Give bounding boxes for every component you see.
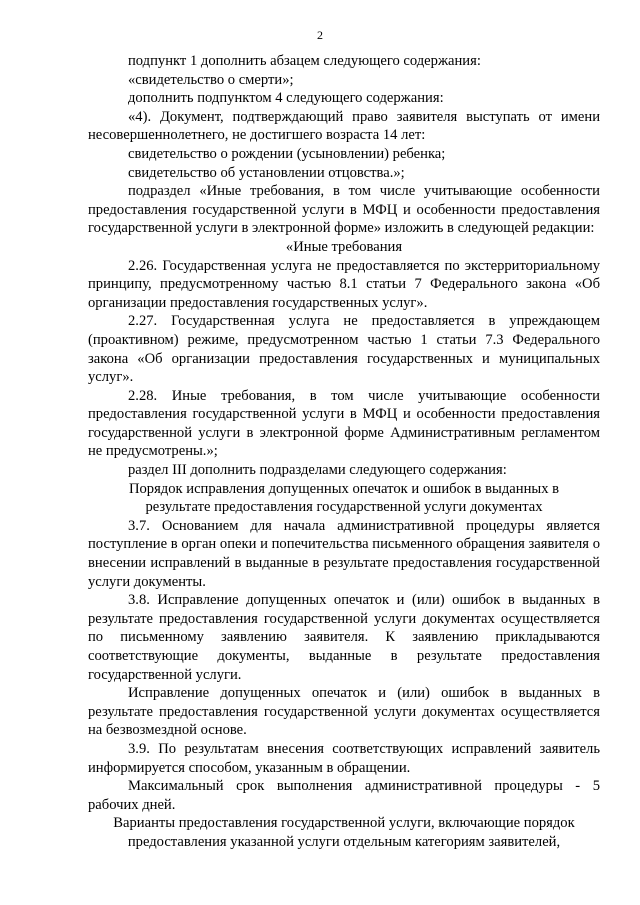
paragraph: свидетельство о рождении (усыновлении) ребенка; (128, 145, 446, 162)
section-heading: «Иные требования (285, 238, 403, 255)
paragraph: «свидетельство о смерти»; (128, 71, 294, 88)
section-heading-variants (88, 814, 600, 851)
heading-line: Порядок исправления допущенных опечаток и ошибок в выданных в (128, 480, 560, 497)
paragraph: Максимальный срок выполнения административной процедуры - 5 рабочих дней. (88, 778, 600, 813)
paragraph: 2.28. Иные требования, в том числе учитывающие особенности предоставления государственной услуги в МФЦ и особенности предоставления государственной услуги в электронной форме Административным регламентом не предусмотрены.»; (88, 387, 600, 460)
paragraph: 3.8. Исправление допущенных опечаток и (или) ошибок в выданных в результате предоставления государственной услуги документах осуществляется по письменному заявлению заявителя. К заявлению прикладываются соответствующие документы, выданные в результате предоставления государственной услуги. (88, 592, 600, 683)
heading-line: предоставления указанной услуги отдельным категориям заявителей, (127, 833, 561, 850)
paragraph: 3.7. Основанием для начала административной процедуры является поступление в орган опеки и попечительства письменного обращения заявителя о внесении исправлений в выданные в результате предоставления государственной услуги документы. (88, 517, 600, 590)
page-number: 2 (317, 28, 323, 42)
paragraph: «4). Документ, подтверждающий право заявителя выступать от имени несовершеннолетнего, не достигшего возраста 14 лет: (88, 108, 600, 144)
heading-line: Варианты предоставления государственной услуги, включающие порядок (113, 815, 575, 832)
document-body (88, 52, 600, 852)
paragraph: подпункт 1 дополнить абзацем следующего содержания: (128, 53, 481, 69)
paragraph: дополнить подпунктом 4 следующего содержания: (128, 90, 444, 107)
paragraph: Исправление допущенных опечаток и (или) ошибок в выданных в результате предоставления государственной услуги документах осуществляется на безвозмездной основе. (88, 685, 600, 739)
section-heading-corrections (88, 480, 600, 517)
paragraph: подраздел «Иные требования, в том числе учитывающие особенности предоставления государственной услуги в МФЦ и особенности предоставления государственной услуги в электронной форме» изложить в следующей редакции: (88, 183, 600, 237)
paragraph: 3.9. По результатам внесения соответствующих исправлений заявитель информируется способом, указанным в обращении. (88, 740, 600, 776)
heading-line: результате предоставления государственной услуги документах (145, 499, 543, 516)
paragraph: 2.27. Государственная услуга не предоставляется в упреждающем (проактивном) режиме, предусмотренном частью 1 статьи 7.3 Федерального закона «Об организации предоставления государственных и муниципальных услуг». (88, 313, 600, 386)
paragraph: 2.26. Государственная услуга не предоставляется по экстерриториальному принципу, предусмотренному частью 8.1 статьи 7 Федерального закона «Об организации предоставления государственных услуг». (88, 257, 600, 311)
paragraph: свидетельство об установлении отцовства.»; (128, 164, 405, 181)
paragraph: раздел III дополнить подразделами следующего содержания: (128, 462, 507, 479)
